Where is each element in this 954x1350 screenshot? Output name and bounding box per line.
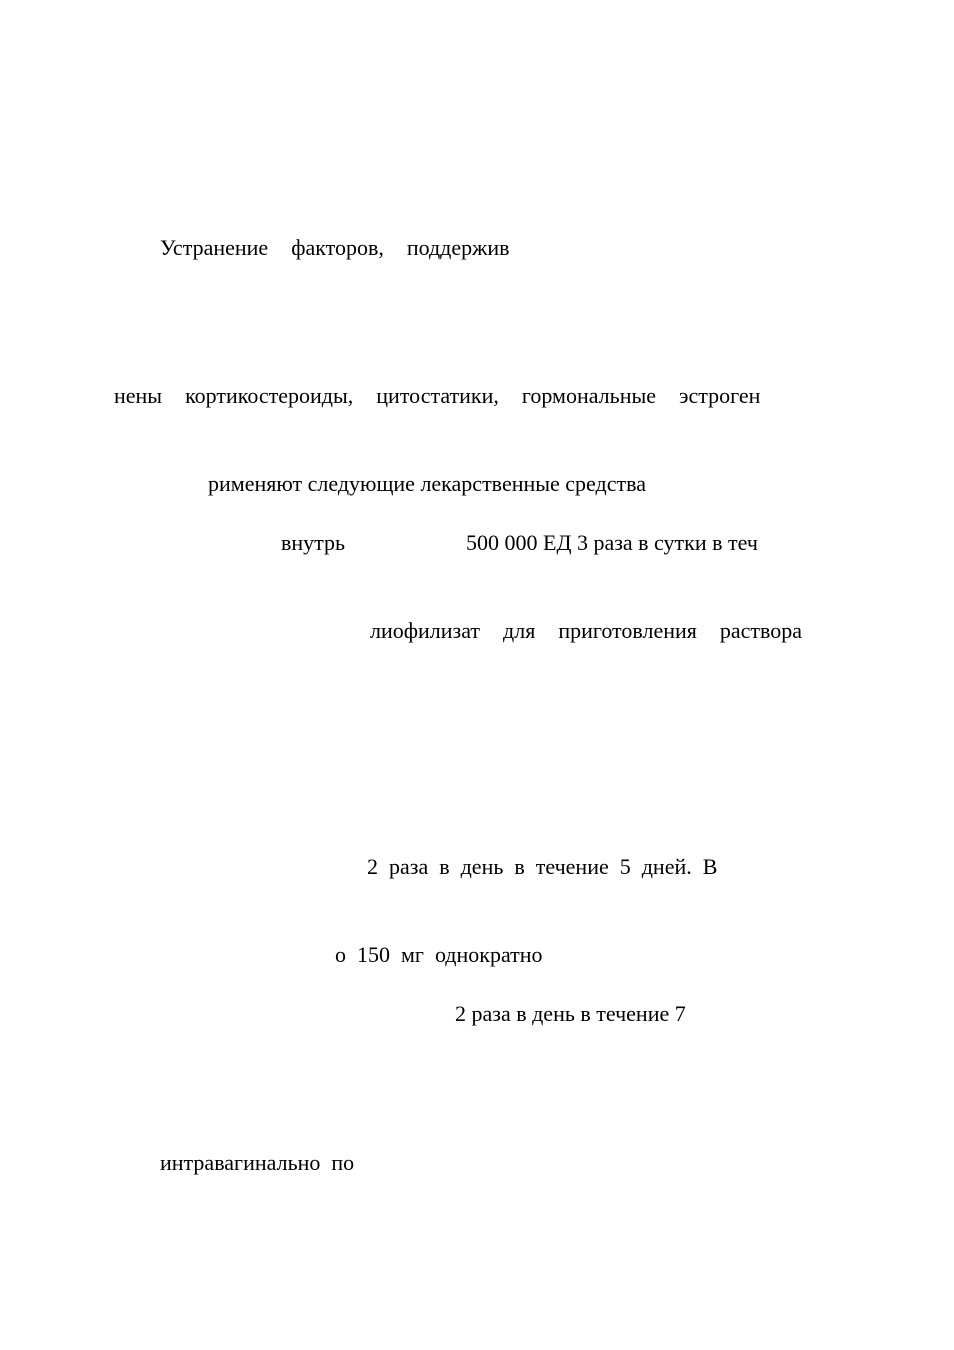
text-line-1: Устранение факторов, поддержив — [160, 235, 510, 260]
text-line-10: интравагинально по — [160, 1150, 355, 1175]
text-line-8: о 150 мг однократно — [335, 942, 543, 967]
text-line-4: внутрь — [281, 530, 346, 555]
text-line-6: лиофилизат для приготовления раствора — [370, 618, 803, 643]
text-line-3: рименяют следующие лекарственные средства — [208, 471, 646, 496]
text-line-5: 500 000 ЕД 3 раза в сутки в теч — [466, 530, 758, 555]
text-line-7: 2 раза в день в течение 5 дней. В — [367, 854, 718, 879]
text-line-2: нены кортикостероиды, цитостатики, гормональные эстроген — [114, 383, 761, 408]
text-line-9: 2 раза в день в течение 7 — [455, 1001, 686, 1026]
